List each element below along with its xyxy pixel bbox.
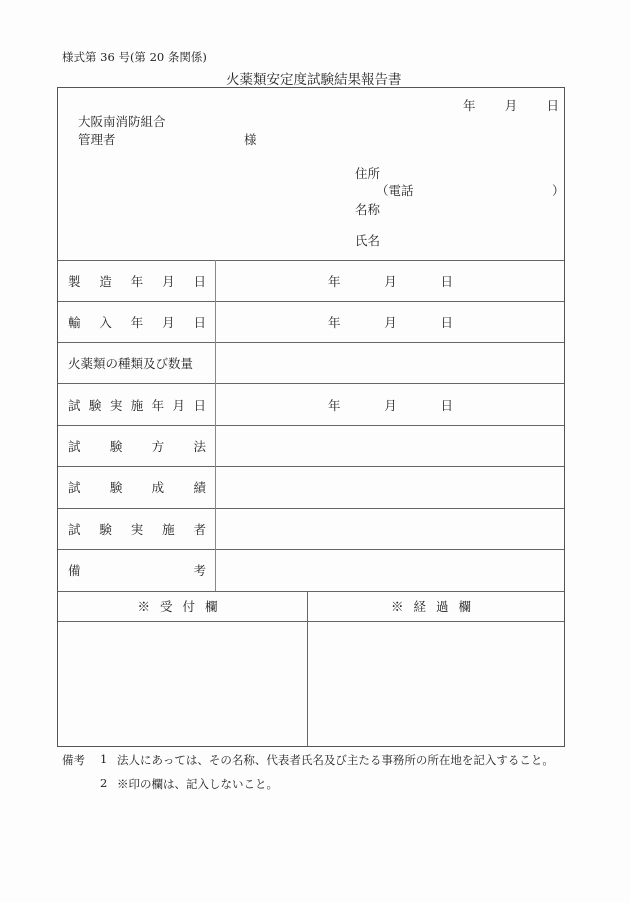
date-day: 日 [440,315,453,330]
label-char: 施 [162,522,175,537]
note-1-number: 1 [100,752,108,766]
label-text: 火薬類の種類及び数量 [68,356,194,371]
label-char: 造 [99,274,112,289]
label-char: 施 [130,398,144,413]
import-date-field[interactable] [328,302,453,342]
test-date-field[interactable] [328,385,453,425]
date-month: 月 [504,98,518,113]
label-char: 輸 [68,315,81,330]
addressee-role: 管理者 [78,132,116,147]
progress-header: ※経過欄 [390,599,481,614]
report-form [57,87,565,747]
label-explosive-type-quantity [68,343,206,383]
label-char: 実 [130,522,144,537]
label-test-date [68,385,206,425]
label-char: 験 [109,439,123,454]
document-title: 火薬類安定度試験結果報告書 [226,72,402,88]
addressee-org: 大阪南消防組合 [78,114,166,129]
form-number: 様式第 36 号(第 20 条関係) [62,50,207,64]
phone-label: （電話 [376,183,414,198]
test-method-field[interactable] [218,426,564,466]
label-char: 年 [151,398,165,413]
date-day: 日 [440,274,453,289]
date-month: 月 [384,398,397,413]
label-char: 月 [162,315,175,330]
explosive-type-quantity-field[interactable] [218,343,564,383]
phone-close: ） [552,183,565,198]
label-char: 試 [68,398,81,413]
label-char: 入 [99,315,112,330]
label-import-date [68,302,206,342]
label-char: 験 [109,480,123,495]
date-year: 年 [463,98,476,113]
label-char: 試 [68,480,81,495]
date-day: 日 [440,398,453,413]
label-char: 製 [68,274,81,289]
label-char: 実 [109,398,123,413]
label-char: 試 [68,439,81,454]
reception-header: ※受付欄 [137,599,228,614]
label-char: 考 [193,563,206,578]
label-char: 月 [162,274,175,289]
label-char: 試 [68,522,81,537]
name-label: 名称 [355,202,381,217]
date-year: 年 [328,315,341,330]
date-day: 日 [546,98,559,113]
date-year: 年 [328,398,341,413]
address-label: 住所 [355,166,381,181]
note-1-text: 法人にあっては、その名称、代表者氏名及び主たる事務所の所在地を記入すること。 [117,753,554,767]
submission-date [463,96,559,114]
label-char: 日 [193,315,206,330]
label-test-method [68,426,206,466]
label-char: 績 [193,480,206,495]
manufacture-date-field[interactable] [328,261,453,301]
honorific: 様 [244,132,257,147]
date-month: 月 [384,315,397,330]
label-test-results [68,467,206,507]
label-char: 日 [193,398,206,413]
remarks-field[interactable] [218,550,564,590]
notes-prefix: 備考 [62,753,85,767]
label-remarks [68,550,206,590]
label-char: 年 [130,315,144,330]
note-2-text: ※印の欄は、記入しないこと。 [117,777,278,791]
progress-area [308,622,564,746]
label-char: 備 [68,563,81,578]
divider [58,383,564,384]
date-year: 年 [328,274,341,289]
label-char: 験 [99,522,112,537]
label-char: 験 [88,398,102,413]
label-divider [215,260,216,591]
person-label: 氏名 [355,233,381,248]
date-month: 月 [384,274,397,289]
label-tester [68,509,206,549]
label-char: 月 [172,398,186,413]
label-char: 方 [151,439,165,454]
tester-field[interactable] [218,509,564,549]
label-manufacture-date [68,261,206,301]
label-char: 日 [193,274,206,289]
label-char: 者 [193,522,206,537]
label-char: 法 [193,439,206,454]
label-char: 成 [151,480,165,495]
reception-area [58,622,307,746]
test-results-field[interactable] [218,467,564,507]
label-char: 年 [130,274,144,289]
note-2-number: 2 [100,776,108,790]
